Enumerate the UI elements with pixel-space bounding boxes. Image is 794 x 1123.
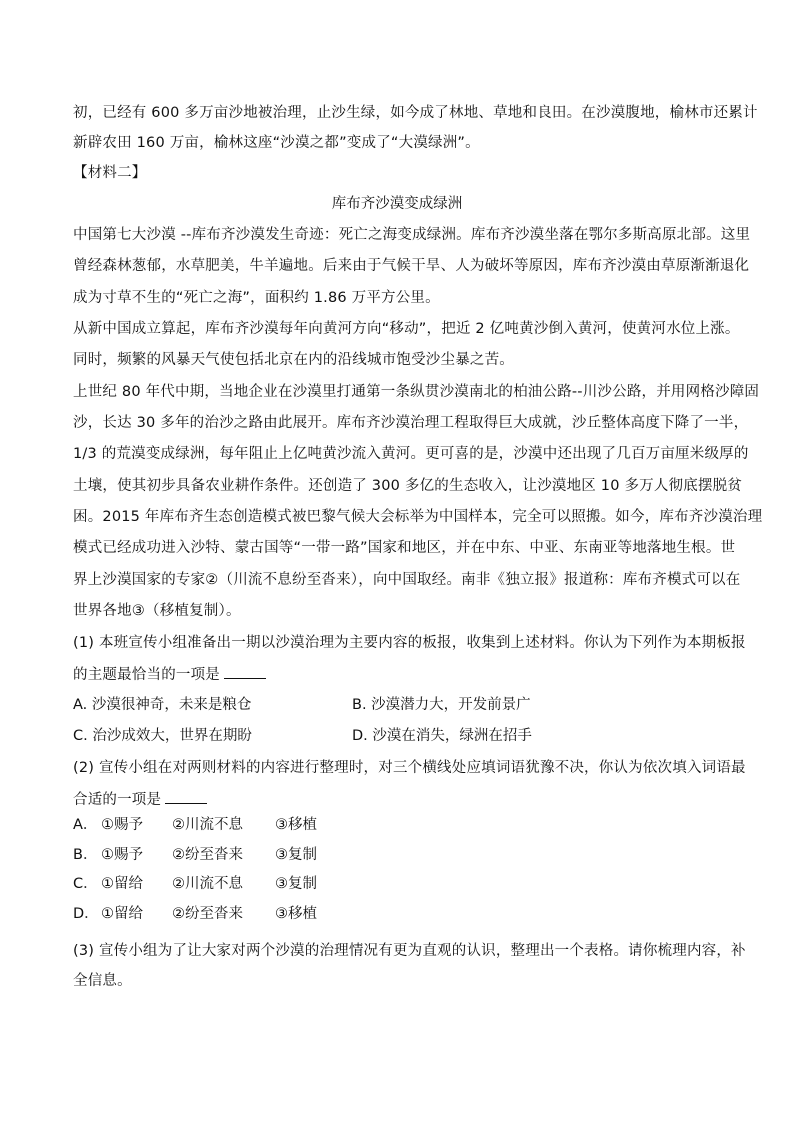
- choice-letter: B．: [73, 847, 98, 863]
- choice-word-2: ②川流不息: [172, 817, 243, 833]
- choice-word-3: ③移植: [275, 906, 317, 922]
- body-line: 世界各地③（移植复制）。: [73, 603, 241, 619]
- body-line: 沙，长达 30 多年的治沙之路由此展开。库布齐沙漠治理工程取得巨大成就，沙丘整体高度下降了一半，: [73, 415, 749, 431]
- body-line: 中国第七大沙漠 --库布齐沙漠发生奇迹：死亡之海变成绿洲。库布齐沙漠坐落在鄂尔多斯高原北部。这里: [73, 227, 751, 243]
- option-a: A. 沙漠很神奇，未来是粮仓: [73, 697, 252, 713]
- body-line: 困。2015 年库布齐生态创造模式被巴黎气候大会标举为中国样本，完全可以照搬。如今，库布齐沙漠治理: [73, 509, 763, 525]
- body-line: 模式已经成功进入沙特、蒙古国等“一带一路”国家和地区，并在中东、中亚、东南亚等地落地生根。世: [73, 540, 736, 556]
- choice-word-1: ①留给: [101, 906, 143, 922]
- material-2-heading: 【材料二】: [73, 165, 147, 181]
- choice-word-1: ①赐予: [101, 847, 143, 863]
- body-line: 同时，频繁的风暴天气使包括北京在内的沿线城市饱受沙尘暴之苦。: [73, 352, 514, 368]
- option-d: D. 沙漠在消失，绿洲在招手: [352, 728, 532, 744]
- body-line: 从新中国成立算起，库布齐沙漠每年向黄河方向“移动”，把近 2 亿吨黄沙倒入黄河，使黄河水位上涨。: [73, 321, 740, 337]
- question-1-stem-line-1: (1) 本班宣传小组准备出一期以沙漠治理为主要内容的板报，收集到上述材料。你认为下列作为本期板报: [73, 635, 746, 651]
- choice-word-3: ③移植: [275, 817, 317, 833]
- choice-word-3: ③复制: [275, 847, 317, 863]
- choice-word-1: ①留给: [101, 876, 143, 892]
- question-2-stem-line-1: (2) 宣传小组在对两则材料的内容进行整理时，对三个横线处应填词语犹豫不决，你认为依次填入词语最: [73, 760, 746, 776]
- choice-word-1: ①赐予: [101, 817, 143, 833]
- body-line: 曾经森林葱郁，水草肥美，牛羊遍地。后来由于气候干旱、人为破坏等原因，库布齐沙漠由草原渐渐退化: [73, 258, 750, 274]
- question-1-stem-line-2: [73, 664, 723, 685]
- answer-blank: [165, 789, 207, 804]
- question-2-stem-text: 合适的一项是: [73, 792, 162, 808]
- choice-letter: A．: [73, 817, 98, 833]
- article-title: 库布齐沙漠变成绿洲: [331, 196, 463, 212]
- choice-letter: C．: [73, 876, 98, 892]
- intro-line-2: 新辟农田 160 万亩，榆林这座“沙漠之都”变成了“大漠绿洲”。: [73, 135, 480, 151]
- body-line: 上世纪 80 年代中期，当地企业在沙漠里打通第一条纵贯沙漠南北的柏油公路--川沙公路，并用网格沙障固: [73, 384, 760, 400]
- choice-letter: D．: [73, 906, 99, 922]
- answer-blank: [224, 664, 266, 679]
- body-line: 土壤，使其初步具备农业耕作条件。还创造了 300 多亿的生态收入，让沙漠地区 10 多万人彻底摆脱贫: [73, 478, 743, 494]
- choice-row-c: [73, 874, 355, 894]
- question-1-stem-text: 的主题最恰当的一项是: [73, 667, 220, 683]
- choice-word-2: ②纷至沓来: [172, 906, 243, 922]
- question-2-stem-line-2: [73, 789, 723, 810]
- body-line: 成为寸草不生的“死亡之海”，面积约 1.86 万平方公里。: [73, 290, 440, 306]
- choice-word-2: ②纷至沓来: [172, 847, 243, 863]
- question-3-stem-line-1: (3) 宣传小组为了让大家对两个沙漠的治理情况有更为直观的认识，整理出一个表格。请你梳理内容，补: [73, 943, 746, 959]
- body-line: 1/3 的荒漠变成绿洲，每年阻止上亿吨黄沙流入黄河。更可喜的是，沙漠中还出现了几百万亩厘米级厚的: [73, 446, 749, 462]
- intro-line-1: 初，已经有 600 多万亩沙地被治理，止沙生绿，如今成了林地、草地和良田。在沙漠腹地，榆林市还累计: [73, 105, 758, 121]
- choice-row-a: [73, 815, 355, 835]
- choice-row-b: [73, 845, 355, 865]
- choice-word-3: ③复制: [275, 876, 317, 892]
- choice-row-d: [73, 904, 355, 924]
- option-b: B. 沙漠潜力大，开发前景广: [352, 697, 531, 713]
- question-3-stem-line-2: 全信息。: [73, 973, 132, 989]
- choice-word-2: ②川流不息: [172, 876, 243, 892]
- option-c: C. 治沙成效大，世界在期盼: [73, 728, 252, 744]
- body-line: 界上沙漠国家的专家②（川流不息纷至沓来），向中国取经。南非《独立报》报道称：库布齐模式可以在: [73, 572, 741, 588]
